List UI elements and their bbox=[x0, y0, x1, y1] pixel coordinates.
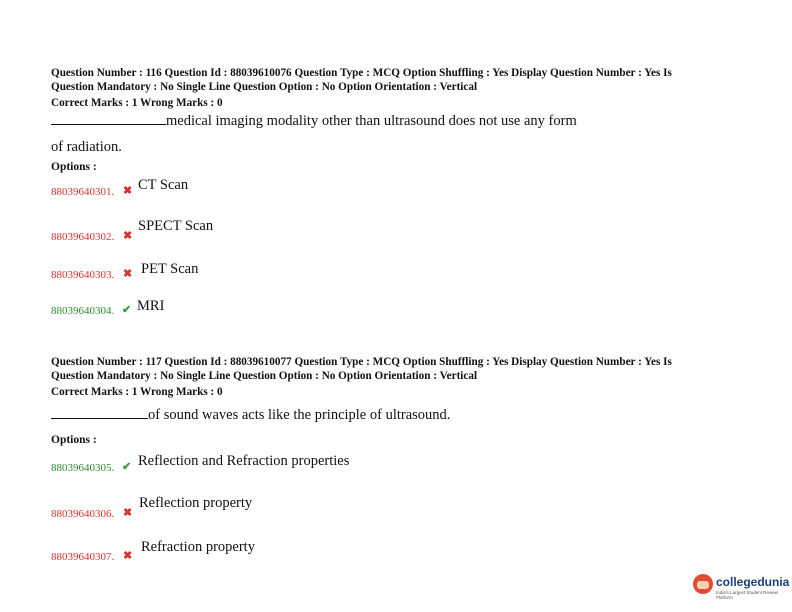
fill-blank bbox=[51, 111, 166, 125]
q117-option-2-id: 88039640306. bbox=[51, 508, 115, 520]
q117-meta-line2: Question Mandatory : No Single Line Question Option : No Option Orientation : Vertical bbox=[51, 370, 478, 382]
q116-meta-line2: Question Mandatory : No Single Line Question Option : No Option Orientation : Vertical bbox=[51, 81, 478, 93]
q116-option-3-text: PET Scan bbox=[141, 261, 199, 277]
q116-option-1-text: CT Scan bbox=[138, 177, 189, 193]
cross-mark-icon: ✖ bbox=[123, 185, 133, 197]
q117-question-text: of sound waves acts like the principle of ultrasound. bbox=[148, 407, 451, 423]
q116-question-text: medical imaging modality other than ultrasound does not use any form bbox=[166, 113, 577, 129]
logo-name: collegedunia bbox=[716, 575, 790, 589]
logo-mascot-icon bbox=[693, 574, 713, 594]
q116-question-line1 bbox=[51, 111, 577, 130]
cross-mark-icon: ✖ bbox=[123, 507, 133, 519]
q117-options-label: Options : bbox=[51, 434, 97, 446]
q117-meta bbox=[51, 355, 751, 383]
cross-mark-icon: ✖ bbox=[123, 230, 133, 242]
q116-option-2-text: SPECT Scan bbox=[138, 218, 214, 234]
q116-option-4-id: 88039640304. bbox=[51, 305, 115, 317]
q116-options-label: Options : bbox=[51, 161, 97, 173]
q116-option-4-text: MRI bbox=[137, 298, 165, 314]
q117-option-3-id: 88039640307. bbox=[51, 551, 115, 563]
q117-option-3-text: Refraction property bbox=[141, 539, 255, 555]
q116-meta-line1: Question Number : 116 Question Id : 88039610076 Question Type : MCQ Option Shuffling : Yes Display Question Number : Yes Is bbox=[51, 67, 672, 79]
check-mark-icon: ✔ bbox=[122, 304, 132, 316]
q117-meta-line1: Question Number : 117 Question Id : 88039610077 Question Type : MCQ Option Shuffling : Yes Display Question Number : Yes Is bbox=[51, 356, 672, 368]
q117-marks: Correct Marks : 1 Wrong Marks : 0 bbox=[51, 386, 223, 398]
q117-option-2-text: Reflection property bbox=[139, 495, 253, 511]
q116-meta bbox=[51, 66, 751, 94]
logo-tagline: India's Largest Student Review Platform bbox=[716, 590, 778, 600]
q117-option-1-text: Reflection and Refraction properties bbox=[138, 453, 350, 469]
q116-option-1-id: 88039640301. bbox=[51, 186, 115, 198]
q117-question-line1 bbox=[51, 405, 450, 424]
q116-question-line2: of radiation. bbox=[51, 139, 122, 155]
cross-mark-icon: ✖ bbox=[123, 268, 133, 280]
q116-option-3-id: 88039640303. bbox=[51, 269, 115, 281]
check-mark-icon: ✔ bbox=[122, 461, 132, 473]
q116-option-2-id: 88039640302. bbox=[51, 231, 115, 243]
collegedunia-logo bbox=[693, 572, 790, 602]
q117-option-1-id: 88039640305. bbox=[51, 462, 115, 474]
q116-marks: Correct Marks : 1 Wrong Marks : 0 bbox=[51, 97, 223, 109]
fill-blank bbox=[51, 405, 148, 419]
cross-mark-icon: ✖ bbox=[123, 550, 133, 562]
